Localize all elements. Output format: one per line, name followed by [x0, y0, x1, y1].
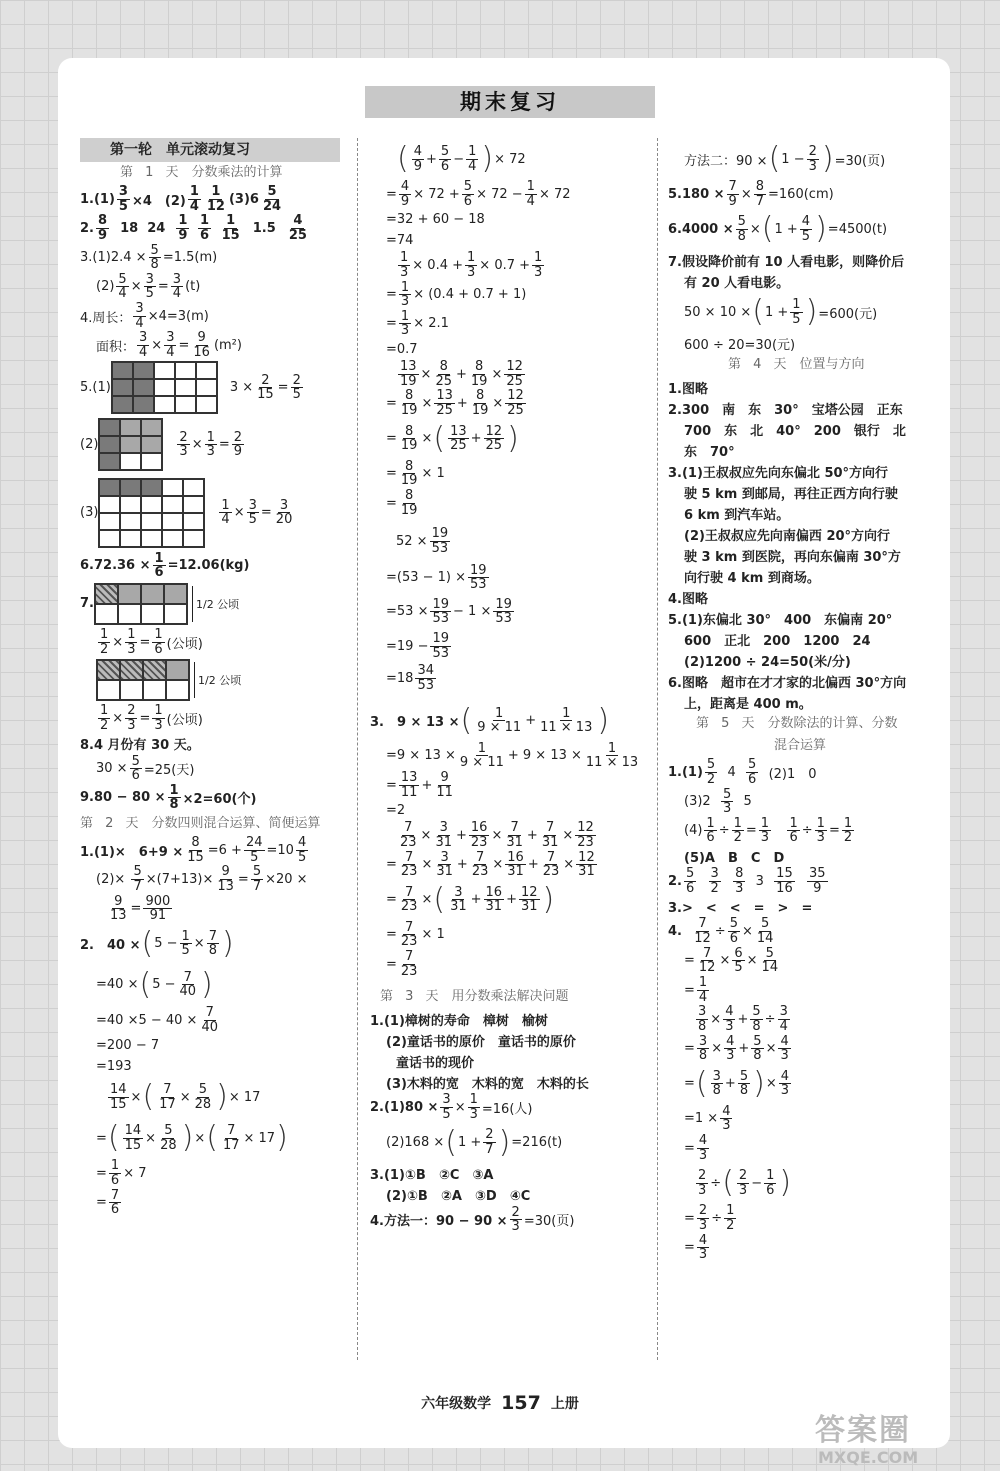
watermark-url: MXQE.COM	[818, 1448, 919, 1467]
answer-line: =0.7	[386, 341, 418, 357]
answer-line: (2)王叔叔应先向南偏西 20°方向行	[684, 528, 891, 544]
answer-line: =19 − $\frac{19}{53}$	[386, 631, 450, 661]
answer-line: = ( $\frac{3}{8}$ + $\frac{5}{8}$ ) × $\frac{4}{3}$	[684, 1065, 789, 1101]
answer-line: (4) $\frac{1}{6}$ ÷ $\frac{1}{2}$ = $\frac{1}{3}$ $\frac{1}{6}$ ÷ $\frac{1}{3}$ = $\frac{1}{2}$	[684, 815, 853, 846]
answer-line: 50 × 10 × ( 1 + $\frac{1}{5}$ ) =600(元)	[684, 294, 878, 330]
day-heading: 第 4 天 位置与方向	[728, 357, 865, 373]
day-heading: 混合运算	[774, 738, 827, 754]
answer-line: 驶 5 km 到邮局，再往正西方向行驶	[684, 486, 898, 502]
answer-line: =32 + 60 − 18	[386, 211, 485, 227]
answer-line: 6.72.36 × $\frac{1}{6}$ =12.06(kg)	[80, 550, 250, 581]
answer-line: $\frac{7}{23}$ × $\frac{3}{31}$ + $\frac{16}{23}$ × $\frac{7}{31}$ + $\frac{7}{31}$ × $\frac{12}{23}$	[400, 820, 594, 850]
answer-line: 3.(1)①B ②C ③A	[370, 1168, 494, 1184]
answer-line: = $\frac{1}{3}$ × (0.4 + 0.7 + 1)	[386, 279, 527, 310]
answer-line: 600 ÷ 20=30(元)	[684, 337, 796, 353]
answer-line: $\frac{14}{15}$ × ( $\frac{7}{17}$ × $\frac{5}{28}$ ) × 17	[110, 1079, 261, 1115]
answer-line: 方法二：90 × ( 1 − $\frac{2}{3}$ ) =30(页)	[684, 141, 886, 176]
footer-volume: 上册	[550, 1396, 579, 1412]
answer-line: 1.(1) $\frac{3}{5}$ ×4 (2) $\frac{1}{4}$ $\frac{1}{12}$ (3)6 $\frac{5}{24}$	[80, 184, 282, 214]
answer-line: (2)168 × ( 1 + $\frac{2}{7}$ ) =216(t)	[386, 1124, 563, 1160]
column-3	[668, 138, 950, 1360]
answer-line: 1.图略	[668, 381, 708, 397]
answer-line: = ( $\frac{14}{15}$ × $\frac{5}{28}$ ) × ( $\frac{7}{17}$ × 17 )	[96, 1120, 288, 1156]
answer-line: 6.4000 × $\frac{5}{8}$ × ( 1 + $\frac{4}{5}$ ) =4500(t)	[668, 211, 888, 247]
answer-line: = $\frac{1}{6}$ × 7	[96, 1158, 147, 1188]
answer-line: = $\frac{7}{6}$	[96, 1187, 120, 1218]
answer-line: =40 ×5 − 40 × $\frac{7}{40}$	[96, 1004, 219, 1035]
answer-line: 700 东 北 40° 200 银行 北	[684, 423, 906, 439]
answer-line: ( $\frac{4}{9}$ + $\frac{5}{6}$ − $\frac{1}{4}$ ) × 72	[397, 141, 526, 176]
day-heading: 第 2 天 分数四则混合运算、简便运算	[80, 816, 321, 832]
answer-line: = $\frac{2}{3}$ ÷ $\frac{1}{2}$	[684, 1203, 735, 1234]
column-divider	[357, 138, 358, 1360]
answer-line: = $\frac{7}{23}$ × $\frac{3}{31}$ + $\frac{7}{23}$ × $\frac{16}{31}$ + $\frac{7}{23}$ × $\frac{12}{31}$	[386, 849, 595, 880]
answer-line: 4.图略	[668, 591, 708, 607]
answer-line: 向行驶 4 km 到商场。	[684, 570, 820, 586]
answer-line: =53 × $\frac{19}{53}$ − 1 × $\frac{19}{53}$	[386, 596, 512, 627]
answer-line: (3)木料的宽 木料的宽 木料的长	[386, 1076, 589, 1092]
answer-line: 3.(1)王叔叔应先向东偏北 50°方向行	[668, 465, 889, 481]
answer-line: 5.180 × $\frac{7}{9}$ × $\frac{8}{7}$ =160(cm)	[668, 179, 834, 209]
answer-line: $\frac{2}{3}$ ÷ ( $\frac{2}{3}$ − $\frac{1}{6}$ )	[698, 1165, 792, 1201]
page-number: 157	[501, 1392, 541, 1414]
answer-line: 上，距离是 400 m。	[684, 696, 812, 712]
answer-line: 东 70°	[684, 444, 735, 460]
answer-line: (3)2 $\frac{5}{3}$ 5	[684, 786, 752, 817]
answer-line: 2. $\frac{5}{6}$ $\frac{3}{2}$ $\frac{8}{3}$ 3 $\frac{15}{16}$ $\frac{35}{9}$	[668, 866, 826, 896]
answer-line: 2.300 南 东 30° 宝塔公园 正东	[668, 402, 903, 418]
footer-grade: 六年级数学	[421, 1396, 492, 1412]
answer-line: = $\frac{8}{19}$ × $\frac{13}{25}$ + $\frac{8}{19}$ × $\frac{12}{25}$	[386, 388, 524, 419]
hectare-bar	[94, 583, 188, 625]
hectare-bar	[96, 659, 190, 701]
answer-line: 2.(1)80 × $\frac{3}{5}$ × $\frac{1}{3}$ =16(人)	[370, 1092, 533, 1122]
answer-line: 1/2 公顷	[80, 657, 350, 703]
answer-line: 30 × $\frac{5}{6}$ =25(天)	[96, 753, 195, 784]
answer-line: 有 20 人看电影。	[684, 275, 790, 291]
answer-line: (5)A B C D	[684, 850, 785, 866]
answer-line: = $\frac{8}{19}$ × 1	[386, 458, 445, 489]
answer-line: 7. 1/2 公顷	[80, 581, 350, 627]
answer-line: 3.> < < = > =	[668, 900, 813, 916]
answer-line: (2) $\frac{2}{3}$ × $\frac{1}{3}$ = $\frac{2}{9}$	[80, 416, 350, 474]
answer-line: = $\frac{4}{3}$	[684, 1232, 708, 1263]
page-title: 期末复习	[365, 86, 655, 118]
answer-line: $\frac{1}{2}$ × $\frac{1}{3}$ = $\frac{1}{6}$ (公顷)	[100, 626, 203, 657]
answer-line: (3) $\frac{1}{4}$ × $\frac{3}{5}$ = $\frac{3}{20}$	[80, 475, 350, 551]
answer-line: = $\frac{1}{4}$	[684, 974, 708, 1005]
answer-line: 6.图略 超市在才才家的北偏西 30°方向	[668, 675, 907, 691]
answer-line: $\frac{1}{2}$ × $\frac{2}{3}$ = $\frac{1}{3}$ (公顷)	[100, 703, 203, 733]
answer-line: =1 × $\frac{4}{3}$	[684, 1103, 731, 1134]
answer-line: = $\frac{7}{12}$ × $\frac{6}{5}$ × $\frac{5}{14}$	[684, 945, 779, 976]
answer-line: =2	[386, 802, 406, 818]
answer-line: = $\frac{7}{23}$	[386, 949, 418, 979]
answer-line: 驶 3 km 到医院，再向东偏南 30°方	[684, 549, 901, 565]
answer-line: = $\frac{7}{23}$ × 1	[386, 919, 445, 950]
answer-line: = $\frac{7}{23}$ × ( $\frac{3}{31}$ + $\frac{16}{31}$ + $\frac{12}{31}$ )	[386, 881, 555, 917]
column-1	[80, 138, 350, 1360]
answer-line: = $\frac{8}{19}$	[386, 487, 418, 518]
column-divider	[657, 138, 658, 1360]
answer-line: =74	[386, 232, 414, 248]
answer-line: (2)1200 ÷ 24=50(米/分)	[684, 654, 851, 670]
answer-line: (2)①B ②A ③D ④C	[386, 1189, 531, 1205]
answer-line: 2. 40 × ( 5 − $\frac{1}{5}$ × $\frac{7}{8}$ )	[80, 925, 234, 961]
fraction-grid	[98, 418, 163, 471]
answer-line: 4.方法一：90 − 90 × $\frac{2}{3}$ =30(页)	[370, 1204, 575, 1235]
answer-line: $\frac{9}{13}$ = $\frac{900}{91}$	[110, 893, 171, 924]
answer-line: 52 × $\frac{19}{53}$	[396, 526, 449, 556]
answer-line: (2)× $\frac{5}{7}$ ×(7+13)× $\frac{9}{13}$ = $\frac{5}{7}$ ×20 ×	[96, 864, 308, 895]
answer-line: =200 − 7	[96, 1037, 160, 1053]
answer-line: 童话书的现价	[396, 1055, 475, 1071]
answer-line: (2) $\frac{5}{4}$ × $\frac{3}{5}$ = $\frac{3}{4}$ (t)	[96, 271, 201, 302]
answer-line: = $\frac{13}{11}$ + $\frac{9}{11}$	[386, 769, 453, 800]
answer-line: 4. $\frac{7}{12}$ ÷ $\frac{5}{6}$ × $\frac{5}{14}$	[668, 916, 774, 947]
answer-line: $\frac{1}{3}$ × 0.4 + $\frac{1}{3}$ × 0.7 + $\frac{1}{3}$	[400, 250, 543, 280]
answer-line: = $\frac{4}{3}$	[684, 1133, 708, 1163]
answer-line: 1.(1)× 6+9 × $\frac{8}{15}$ =6 + $\frac{24}{5}$ =10 $\frac{4}{5}$	[80, 835, 307, 865]
answer-line: (2)童话书的原价 童话书的原价	[386, 1034, 576, 1050]
answer-line: 8.4 月份有 30 天。	[80, 738, 200, 754]
answer-line: =(53 − 1) × $\frac{19}{53}$	[386, 562, 487, 593]
answer-line: = $\frac{4}{9}$ × 72 + $\frac{5}{6}$ × 72 − $\frac{1}{4}$ × 72	[386, 179, 571, 209]
watermark-logo: 答案圈	[815, 1413, 911, 1448]
column-2	[370, 138, 650, 1360]
answer-line: 9.80 − 80 × $\frac{1}{8}$ ×2=60(个)	[80, 782, 257, 813]
answer-line: =193	[96, 1058, 132, 1074]
answer-line: 5.(1)东偏北 30° 400 东偏南 20°	[668, 612, 893, 628]
answer-line: 2. $\frac{8}{9}$ 18 24 $\frac{1}{9}$ $\frac{1}{6}$ $\frac{1}{15}$ 1.5 $\frac{4}{25}$	[80, 213, 307, 243]
answer-line: 4.周长： $\frac{3}{4}$ ×4=3(m)	[80, 301, 209, 331]
answer-line: $\frac{13}{19}$ × $\frac{8}{25}$ + $\frac{8}{19}$ × $\frac{12}{25}$	[400, 359, 523, 389]
day-heading: 第 1 天 分数乘法的计算	[120, 165, 283, 180]
answer-line: = $\frac{1}{3}$ × 2.1	[386, 308, 449, 339]
answer-line: =9 × 13 × $\frac{1}{9 \times 11}$ + 9 × 13 × $\frac{1}{11 \times 13}$	[386, 740, 639, 771]
answer-line: = $\frac{8}{19}$ × ( $\frac{13}{25}$ + $\frac{12}{25}$ )	[386, 420, 519, 456]
answer-line: 3.(1)2.4 × $\frac{5}{8}$ =1.5(m)	[80, 242, 218, 273]
answer-line: 6 km 到汽车站。	[684, 507, 790, 523]
answer-line: = $\frac{3}{8}$ × $\frac{4}{3}$ + $\frac{5}{8}$ × $\frac{4}{3}$	[684, 1033, 789, 1064]
page-footer	[400, 1388, 600, 1418]
fraction-grid	[98, 478, 205, 548]
answer-line: =18 $\frac{34}{53}$	[386, 663, 434, 694]
answer-line: 1.(1)樟树的寿命 樟树 榆树	[370, 1013, 548, 1029]
answer-line: =40 × ( 5 − $\frac{7}{40}$ )	[96, 966, 213, 1002]
answer-line: 面积： $\frac{3}{4}$ × $\frac{3}{4}$ = $\frac{9}{16}$ (m²)	[96, 330, 242, 361]
section-header: 第一轮 单元滚动复习	[80, 138, 340, 162]
answer-line: 5.(1) 3 × $\frac{2}{15}$ = $\frac{2}{5}$	[80, 361, 350, 415]
answer-line: $\frac{3}{8}$ × $\frac{4}{3}$ + $\frac{5}{8}$ ÷ $\frac{3}{4}$	[698, 1004, 788, 1034]
day-heading: 第 3 天 用分数乘法解决问题	[380, 989, 569, 1005]
answer-line: 7.假设降价前有 10 人看电影，则降价后	[668, 254, 905, 270]
day-heading: 第 5 天 分数除法的计算、分数	[696, 716, 898, 732]
fraction-grid	[111, 361, 218, 414]
answer-line: 600 正北 200 1200 24	[684, 633, 871, 649]
answer-line: 1.(1) $\frac{5}{2}$ 4 $\frac{5}{6}$ (2)1 0	[668, 757, 817, 787]
answer-line: 3. 9 × 13 × ( $\frac{1}{9 \times 11}$ + $\frac{1}{11 \times 13}$ )	[370, 702, 610, 738]
